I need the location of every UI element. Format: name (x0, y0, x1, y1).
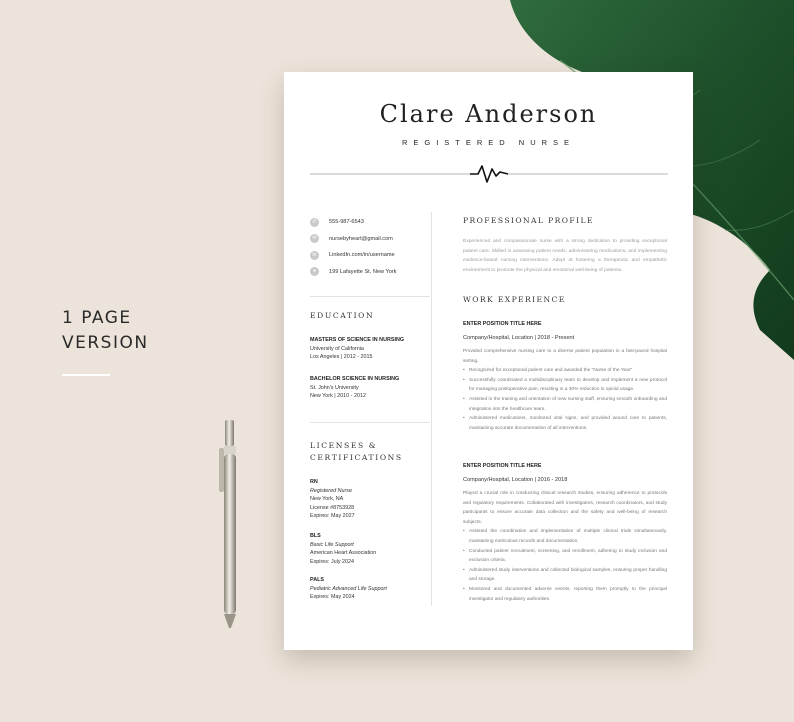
education-detail: New York | 2010 - 2012 (310, 393, 366, 399)
resume-page (284, 72, 693, 650)
contact-phone (310, 214, 432, 231)
job-bullets (463, 527, 667, 604)
school: St. John's University (310, 384, 359, 391)
resume-name: Clare Anderson (379, 100, 598, 128)
job-bullet: • Administered study interventions and collected biological samples, ensuring proper handling and storage. (463, 566, 667, 585)
cert-detail: Expires: May 2027 (310, 513, 355, 519)
job-description: Provided comprehensive nursing care to a diverse patient population in a fast-paced hospital setting. (463, 349, 667, 364)
job-bullet: • Monitored and documented adverse events, reporting them promptly to the principal investigator and regulatory authorities. (463, 585, 667, 604)
job-company: Company/Hospital, Location | 2016 - 2018 (463, 477, 568, 483)
cert-code: RN (310, 479, 318, 485)
cert-detail: Expires: May 2024 (310, 594, 355, 600)
certification-item (310, 478, 432, 521)
linkedin-icon: in (310, 251, 319, 260)
page-version-label (62, 306, 149, 356)
certifications-heading (310, 440, 403, 464)
job-title: ENTER POSITION TITLE HERE (463, 321, 542, 327)
school: University of California (310, 345, 364, 352)
education-detail: Los Angeles | 2012 - 2015 (310, 354, 373, 360)
experience-heading: WORK EXPERIENCE (463, 295, 566, 304)
job-title: ENTER POSITION TITLE HERE (463, 463, 542, 469)
email-icon: ✉ (310, 234, 319, 243)
job-bullet: • Assisted the coordination and implementation of multiple clinical trials simultaneously, maintaining meticulous records and documentation. (463, 527, 667, 546)
contact-text: nursebyheart@gmail.com (329, 235, 393, 242)
job-bullet: • Successfully coordinated a multidisciplinary team to develop and implement a new protocol for managing postoperative pain, resulting in a 30% reduction in opioid usage. (463, 376, 667, 395)
degree: MASTERS OF SCIENCE IN NURSING (310, 337, 405, 343)
profile-heading: PROFESSIONAL PROFILE (463, 216, 594, 225)
job-bullet: • Administered medications, monitored vital signs, and provided wound care to patients, maintaining accurate documentation of all interventions. (463, 414, 667, 433)
section-divider (310, 296, 430, 297)
phone-icon: ✆ (310, 218, 319, 227)
degree: BACHELOR SCIENCE IN NURSING (310, 376, 400, 382)
heartbeat-divider-icon (310, 160, 668, 186)
contact-text: 199 Lafayette St, New York (329, 268, 397, 275)
education-heading: EDUCATION (310, 311, 375, 320)
profile-text: Experienced and compassionate nurse with a strong dedication to providing exceptional patient care. Skilled in assessing patient needs, administering medications, and implementing evidence-based nursing interventions. Adept at fostering a therapeutic and empathetic environment to promote the physical and emotional well-being of patients. (463, 239, 667, 274)
job-bullet: • Recognized for exceptional patient care and awarded the "Nurse of the Year" (463, 366, 667, 376)
section-divider (310, 422, 430, 423)
cert-name: Registered Nurse (310, 487, 352, 494)
education-item (310, 336, 432, 362)
left-column (310, 214, 432, 600)
cert-detail: Expires: July 2024 (310, 558, 355, 565)
contact-location (310, 264, 432, 281)
cert-detail: New York, NA (310, 496, 344, 502)
version-line-2: VERSION (62, 333, 149, 353)
certifications-heading-line-1: LICENSES & (310, 441, 378, 450)
job-description: Played a crucial role in conducting clinical research studies, ensuring adherence to protocols and regulatory requirements. Collaborated with investigators, research coordinators, and study participants to ensure accurate data collection and the safety and well-being of research subjects. (463, 491, 667, 525)
version-line-1: 1 PAGE (62, 308, 132, 328)
cert-code: BLS (310, 533, 321, 539)
location-icon: ● (310, 267, 319, 276)
cert-detail: American Heart Association (310, 550, 377, 556)
job-entry (463, 462, 667, 604)
job-entry (463, 320, 667, 433)
job-bullet: • Assisted in the training and orientation of new nursing staff, ensuring smooth onboarding and integration into the healthcare team. (463, 395, 667, 414)
contact-linkedin (310, 247, 432, 264)
contact-email (310, 231, 432, 248)
contact-list (310, 214, 432, 280)
cert-name: Basic Life Support (310, 541, 354, 548)
education-item (310, 375, 432, 401)
label-divider (62, 374, 110, 376)
certification-item (310, 532, 432, 566)
job-bullet: • Conducted patient recruitment, screening, and enrollment, adhering to study inclusion and exclusion criteria. (463, 547, 667, 566)
contact-text: LinkedIn.com/in/username (329, 252, 395, 259)
cert-name: Pediatric Advanced Life Support (310, 585, 387, 592)
job-company: Company/Hospital, Location | 2018 - Present (463, 335, 575, 341)
pen-image (210, 418, 250, 630)
certifications-heading-line-2: CERTIFICATIONS (310, 453, 403, 462)
cert-code: PALS (310, 577, 324, 583)
certification-item (310, 576, 432, 602)
contact-text: 555-987-6543 (329, 219, 364, 226)
cert-detail: License #8753928 (310, 504, 355, 511)
job-bullets (463, 366, 667, 433)
resume-role: REGISTERED NURSE (401, 138, 576, 147)
